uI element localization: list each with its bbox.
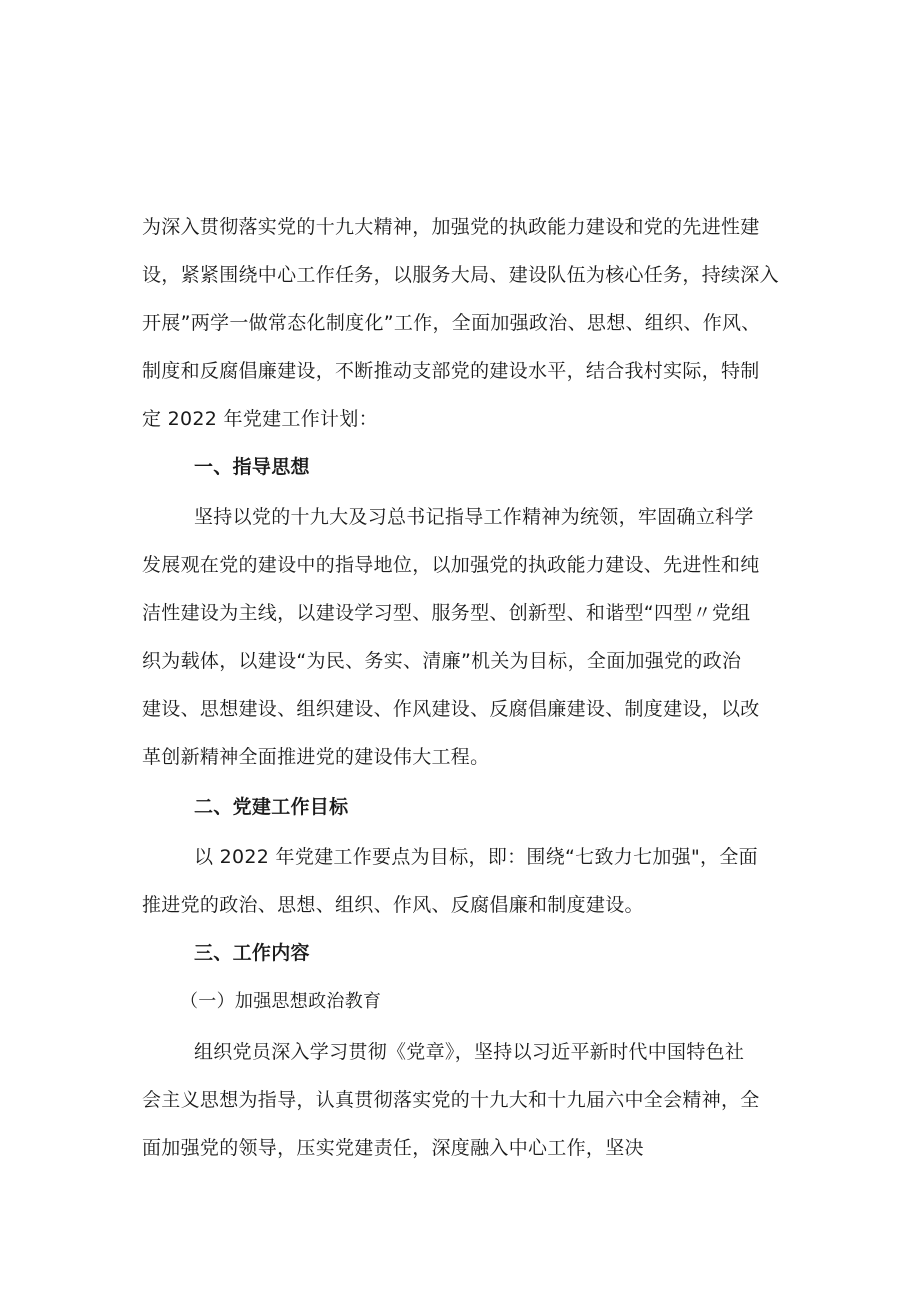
section-1-line-2: 发展观在党的建设中的指导地位，以加强党的执政能力建设、先进性和纯 bbox=[142, 554, 760, 576]
section-1-line-6: 革创新精神全面推进党的建设伟大工程。 bbox=[142, 746, 490, 768]
section-3-title: 三、工作内容 bbox=[194, 942, 310, 964]
intro-line-5: 定 2022 年党建工作计划： bbox=[142, 408, 378, 430]
section-1-title: 一、指导思想 bbox=[194, 456, 310, 478]
section-2-line-2: 推进党的政治、思想、组织、作风、反腐倡廉和制度建设。 bbox=[142, 894, 644, 916]
section-3-line-3: 面加强党的领导，压实党建责任，深度融入中心工作，坚决 bbox=[142, 1137, 644, 1159]
section-2-title: 二、党建工作目标 bbox=[194, 796, 349, 818]
section-1-line-3: 洁性建设为主线，以建设学习型、服务型、创新型、和谐型“四型〃党组 bbox=[142, 602, 751, 624]
intro-line-3: 开展”两学一做常态化制度化”工作，全面加强政治、思想、组织、作风、 bbox=[142, 312, 761, 334]
section-3-line-1: 组织党员深入学习贯彻《党章》，坚持以习近平新时代中国特色社 bbox=[194, 1041, 745, 1063]
section-3-line-2: 会主义思想为指导，认真贯彻落实党的十九大和十九届六中全会精神，全 bbox=[142, 1089, 760, 1111]
section-1-line-5: 建设、思想建设、组织建设、作风建设、反腐倡廉建设、制度建设，以改 bbox=[142, 698, 760, 720]
section-3-subtitle-1: （一）加强思想政治教育 bbox=[180, 991, 382, 1012]
section-1-line-1: 坚持以党的十九大及习总书记指导工作精神为统领，牢固确立科学 bbox=[194, 506, 754, 528]
intro-line-4: 制度和反腐倡廉建设，不断推动支部党的建设水平，结合我村实际，特制 bbox=[142, 360, 760, 382]
intro-line-1: 为深入贯彻落实党的十九大精神，加强党的执政能力建设和党的先进性建 bbox=[142, 216, 760, 238]
section-2-line-1: 以 2022 年党建工作要点为目标，即：围绕“七致力七加强"，全面 bbox=[194, 846, 758, 868]
intro-line-2: 设，紧紧围绕中心工作任务，以服务大局、建设队伍为核心任务，持续深入 bbox=[142, 264, 779, 286]
section-1-line-4: 织为载体，以建设“为民、务实、清廉”机关为目标，全面加强党的政治 bbox=[142, 650, 742, 672]
